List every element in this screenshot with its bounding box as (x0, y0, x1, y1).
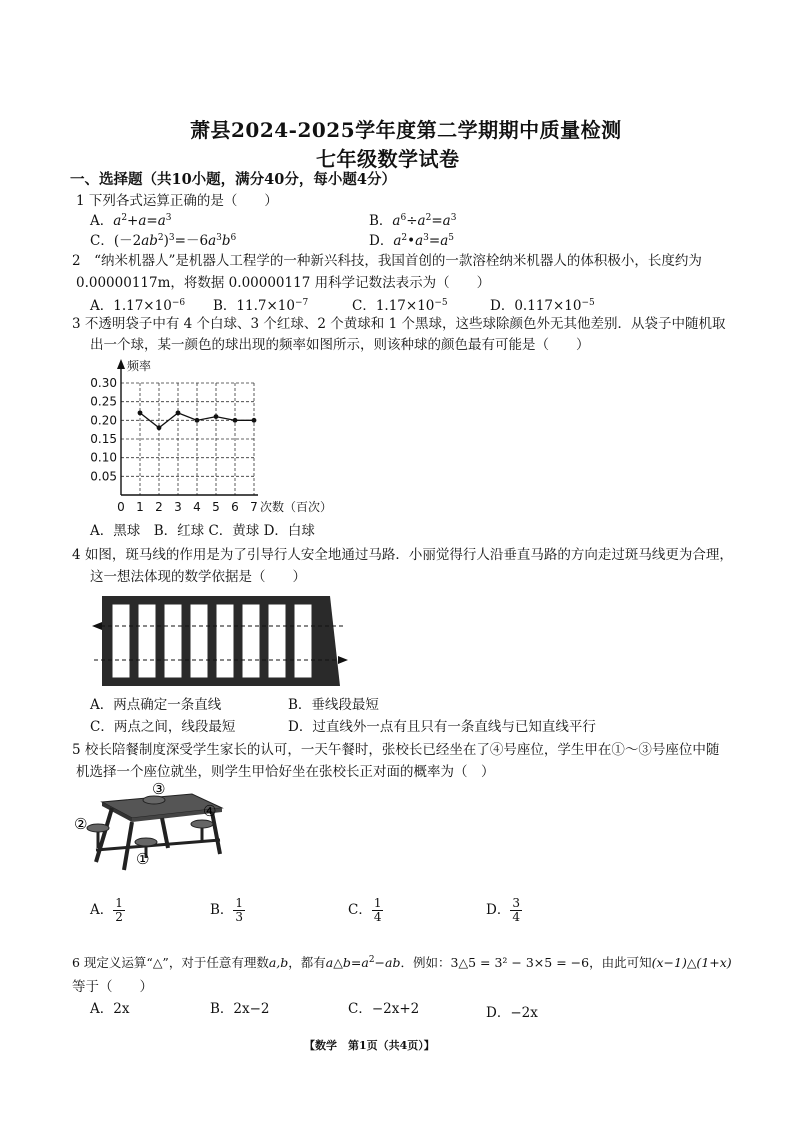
y-tick-label: 0.10 (90, 450, 117, 465)
q2-stem-line1: 2 “纳米机器人”是机器人工程学的一种新兴科技，我国首创的一款溶栓纳米机器人的体积极小，长度约为 (72, 253, 702, 269)
data-point (195, 418, 200, 423)
q2-option-a: A．$1.17\times 10^{-6}$ (90, 298, 186, 314)
x-tick-label: 2 (155, 500, 163, 514)
q2-option-b: B．$11.7\times 10^{-7}$ (213, 298, 309, 314)
x-tick-label: 5 (212, 500, 220, 514)
table-seats-figure (72, 780, 232, 880)
q5-option-a: A． $\frac{1}{2}$ (90, 896, 123, 924)
seat-label-3: ③ (152, 780, 166, 798)
x-axis-label: 次数（百次） (260, 500, 333, 514)
crosswalk-stripe (268, 604, 286, 678)
seat-label-2: ② (74, 815, 88, 833)
data-point (157, 425, 162, 430)
data-point (138, 410, 143, 415)
q4-option-d: D．过直线外一点有且只有一条直线与已知直线平行 (288, 719, 596, 735)
exam-subtitle: 七年级数学试卷 (316, 147, 460, 171)
data-point (233, 418, 238, 423)
crosswalk-stripe (112, 604, 130, 678)
section-heading: 一、选择题（共10小题，满分40分，每小题4分） (70, 171, 396, 188)
q6-stem: 6 现定义运算“△”，对于任意有理数a,b，都有$a\triangle b=a^2-ab$．例如：3△5 = 3² − 3×5 = −6，由此可知(x−1)△(1+x) (72, 955, 732, 970)
q4-stem-line1: 4 如图，斑马线的作用是为了引导行人安全地通过马路．小丽觉得行人沿垂直马路的方向走过斑马线更为合理， (72, 547, 733, 563)
q3-stem-line2: 出一个球，某一颜色的球出现的频率如图所示，则该种球的颜色最有可能是（ ） (90, 337, 590, 353)
q2-stem-line2: 0.00000117m，将数据 0.00000117 用科学记数法表示为（ ） (76, 275, 491, 291)
y-tick-label: 0.20 (90, 413, 117, 428)
crosswalk-stripe (294, 604, 312, 678)
data-point (252, 418, 257, 423)
seat-label-4: ④ (203, 802, 217, 820)
q5-stem-line2: 机选择一个座位就坐，则学生甲恰好坐在张校长正对面的概率为（ ） (76, 764, 495, 780)
q6-option-b: B．2x−2 (210, 1001, 270, 1017)
data-point (176, 410, 181, 415)
y-axis-label: 频率 (127, 359, 152, 373)
data-point (214, 414, 219, 419)
q5-option-d: D． $\frac{3}{4}$ (486, 896, 520, 924)
crosswalk-stripe (164, 604, 182, 678)
q3-stem-line1: 3 不透明袋子中有 4 个白球、3 个红球、2 个黄球和 1 个黑球，这些球除颜色外无其他差别．从袋子中随机取 (72, 316, 726, 332)
y-axis-arrow (117, 359, 125, 369)
seat-label-1: ① (136, 850, 150, 868)
x-tick-label: 6 (231, 500, 239, 514)
x-tick-label: 0 (117, 500, 125, 514)
crosswalk-figure (90, 592, 350, 690)
q1-option-d: D．$a^2•a^3=a^5$ (369, 233, 454, 249)
q1-option-c: C．$(-2ab^2)^3=-6a^3b^6$ (90, 233, 237, 249)
x-tick-label: 4 (193, 500, 201, 514)
page-footer: 【数学 第1页（共4页）】 (304, 1039, 435, 1052)
frequency-chart (85, 355, 355, 520)
q5-option-c: C． $\frac{1}{4}$ (348, 896, 382, 924)
q6-option-c: C．−2x+2 (348, 1001, 420, 1017)
y-tick-label: 0.30 (90, 376, 117, 390)
crosswalk-stripe (190, 604, 208, 678)
x-tick-label: 3 (174, 500, 182, 514)
crosswalk-stripe (138, 604, 156, 678)
q1-option-a: A．$a^2+a=a^3$ (90, 213, 172, 229)
q4-stem-line2: 这一想法体现的数学依据是（ ） (90, 569, 306, 585)
q2-option-d: D．$0.117\times 10^{-5}$ (490, 298, 595, 314)
q2-option-c: C．$1.17\times 10^{-5}$ (352, 298, 448, 314)
x-tick-label: 1 (136, 500, 144, 514)
q4-option-b: B．垂线段最短 (288, 697, 379, 713)
q6-option-d: D．−2x (486, 1005, 538, 1021)
q3-options: A．黑球 B．红球 C．黄球 D．白球 (90, 523, 315, 539)
x-tick-label: 7 (250, 500, 258, 514)
y-tick-label: 0.05 (90, 469, 117, 484)
exam-title: 萧县2024-2025学年度第二学期期中质量检测 (190, 118, 622, 142)
q1-option-b: B．$a^6\div a^2=a^3$ (369, 213, 457, 229)
q4-option-a: A．两点确定一条直线 (90, 697, 222, 713)
crosswalk-stripe (242, 604, 260, 678)
crosswalk-stripe (216, 604, 234, 678)
q4-option-c: C．两点之间，线段最短 (90, 719, 236, 735)
y-tick-label: 0.15 (90, 432, 117, 446)
y-tick-label: 0.25 (90, 394, 117, 409)
q5-option-b: B． $\frac{1}{3}$ (210, 896, 244, 924)
q6-option-a: A．2x (90, 1001, 130, 1017)
q6-line2: 等于（ ） (72, 979, 153, 995)
q5-stem-line1: 5 校长陪餐制度深受学生家长的认可，一天午餐时，张校长已经坐在了④号座位，学生甲在①～③号座位中随 (72, 742, 720, 758)
q1-stem: 1 下列各式运算正确的是（ ） (76, 193, 278, 209)
